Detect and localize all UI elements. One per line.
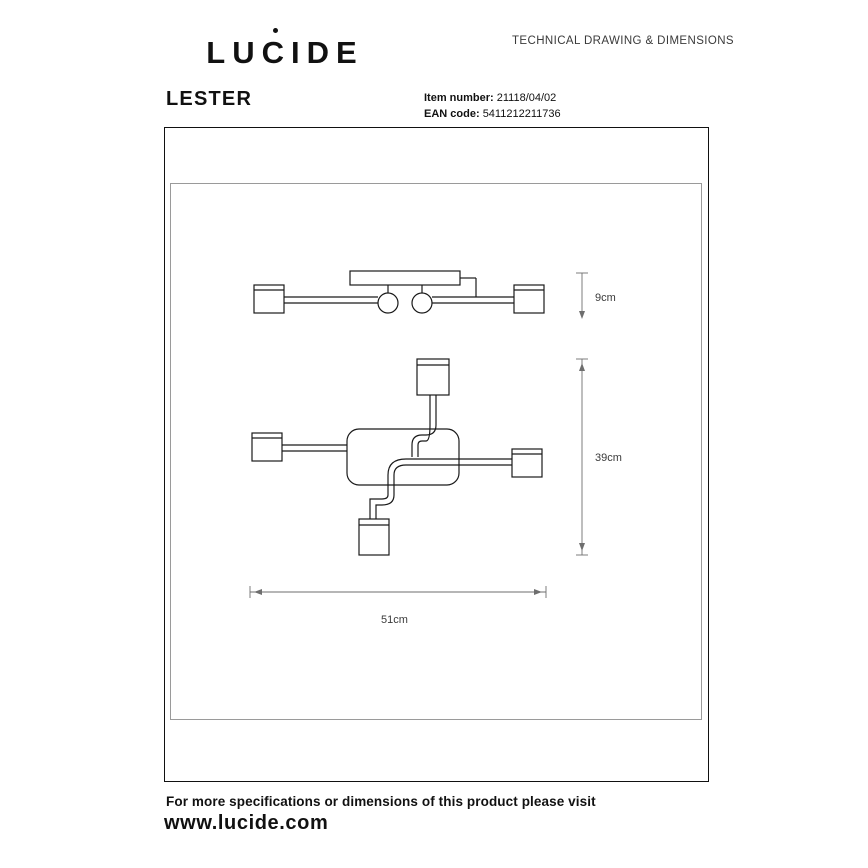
- section-label: TECHNICAL DRAWING & DIMENSIONS: [512, 35, 734, 47]
- product-meta: [424, 90, 561, 122]
- footer-website[interactable]: www.lucide.com: [164, 812, 329, 834]
- ean-code-label: EAN code:: [424, 108, 480, 120]
- dimension-label-depth: 39cm: [595, 452, 622, 464]
- dimension-label-width: 51cm: [381, 614, 408, 626]
- item-number-value: 21118/04/02: [496, 92, 557, 104]
- item-number-label: Item number:: [424, 92, 494, 104]
- item-number-row: [424, 90, 561, 106]
- ean-code-value: 5411212211736: [482, 108, 561, 120]
- dimension-label-height: 9cm: [595, 292, 616, 304]
- ean-code-row: [424, 106, 561, 122]
- brand-logo-text: LUCIDE: [164, 33, 400, 73]
- brand-logo-dot-icon: [273, 28, 278, 33]
- footer-text: For more specifications or dimensions of this product please visit: [166, 794, 596, 809]
- technical-drawing: [164, 127, 709, 782]
- page-title: LESTER: [166, 88, 253, 110]
